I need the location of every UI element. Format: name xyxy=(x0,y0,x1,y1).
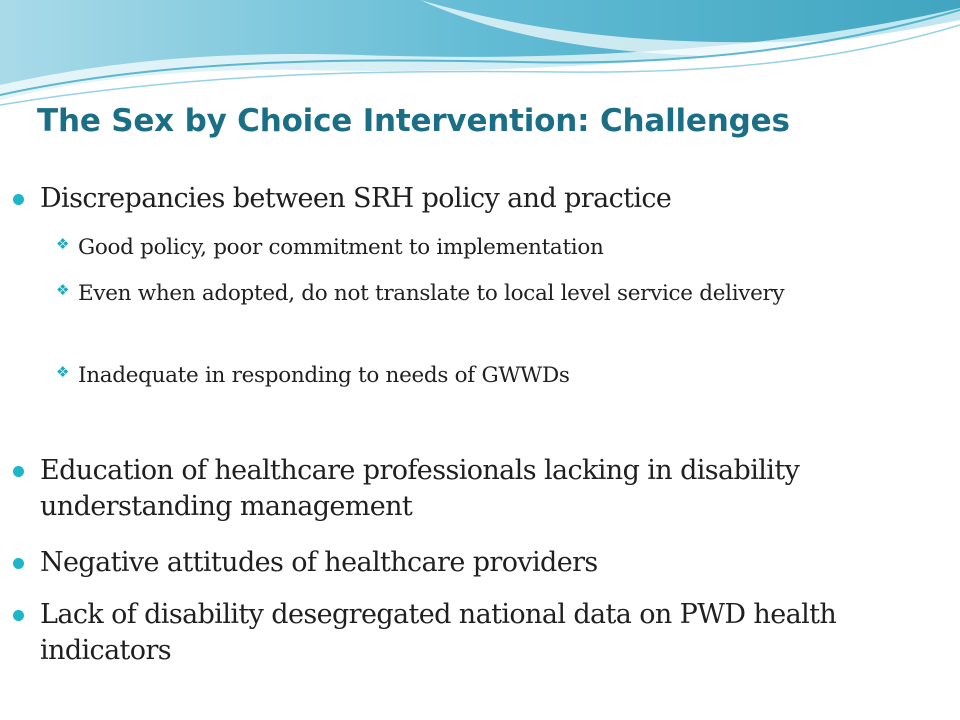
sub-bullet-item xyxy=(56,359,908,392)
circle-bullet-icon xyxy=(13,466,24,477)
bullet-item xyxy=(40,597,920,669)
bullet-text: Negative attitudes of healthcare providers xyxy=(40,547,598,578)
sub-bullet-text: Inadequate in responding to needs of GWWDs xyxy=(78,363,570,388)
bullet-text: Lack of disability desegregated national data on PWD health indicators xyxy=(40,599,837,666)
sub-bullet-item xyxy=(56,231,908,264)
sub-bullet-text: Even when adopted, do not translate to local level service delivery xyxy=(78,281,785,306)
slide-title: The Sex by Choice Intervention: Challenges xyxy=(37,103,790,139)
diamond-bullet-icon: ❖ xyxy=(56,281,70,299)
diamond-bullet-icon: ❖ xyxy=(56,235,70,253)
circle-bullet-icon xyxy=(13,610,24,621)
diamond-bullet-icon: ❖ xyxy=(56,363,70,381)
circle-bullet-icon xyxy=(13,194,24,205)
sub-bullet-text: Good policy, poor commitment to implementation xyxy=(78,235,604,260)
bullet-text: Education of healthcare professionals lacking in disability understanding management xyxy=(40,455,800,522)
bullet-item xyxy=(40,181,920,217)
bullet-item xyxy=(40,545,920,581)
bullet-text: Discrepancies between SRH policy and practice xyxy=(40,183,672,214)
bullet-item xyxy=(40,453,920,525)
sub-bullet-item xyxy=(56,277,908,310)
circle-bullet-icon xyxy=(13,558,24,569)
